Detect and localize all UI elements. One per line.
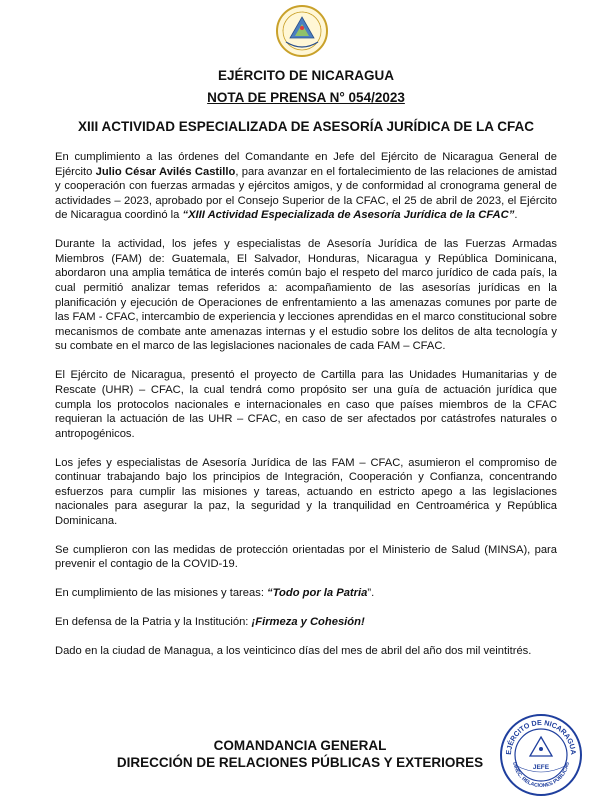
paragraph-3: El Ejército de Nicaragua, presentó el proyecto de Cartilla para las Unidades Humanitarias y de Rescate (UHR) – CFAC, la cual tendrá como propósito ser una guía de actuación jurídica que cumpla los protocolos nacionales e internacionales en caso que países miembros de la CFAC requieran la actuación de las UHR – CFAC, en caso de ser afectados por catástrofes naturales o antropogénicos.: [55, 369, 557, 440]
commander-name: Julio César Avilés Castillo: [95, 165, 236, 178]
paragraph-5: Se cumplieron con las medidas de protección orientadas por el Ministerio de Salud (MINSA), para prevenir el contagio de la COVID-19.: [55, 543, 557, 571]
motto-todo-por-la-patria: “Todo por la Patria: [267, 587, 368, 600]
paragraph-2: Durante la actividad, los jefes y especialistas de Asesoría Jurídica de las Fuerzas Armadas Miembros (FAM) de: Guatemala, El Salvador, Honduras, Nicaragua y República Dominicana, abordaron una amplia temática de interés común bajo el respeto del marco jurídico de cada país, la cual permitió analizar temas referidos a: acompañamiento de las asesorías jurídicas en la planificación y ejecución de Operaciones de enfrentamiento a las amenazas comunes por parte de las FAM - CFAC, intercambio de experiencia y lecciones aprendidas en el marco constitucional sobre mecanismos de combate ante amenazas internas y el estudio sobre los delitos de alta tecnología y su combate en el marco de las legislaciones nacionales de cada FAM – CFAC.: [55, 238, 557, 353]
svg-text:JEFE: JEFE: [532, 764, 550, 771]
paragraph-4: Los jefes y especialistas de Asesoría Jurídica de las FAM – CFAC, asumieron el compromiso de continuar trabajando bajo los principios de Integración, Cooperación y Confianza, concentrando esfuerzos para cumplir las misiones y tareas, actuando en estricto apego a las legislaciones nacionales para asegurar la paz, la seguridad y la tranquilidad en Centroamérica y República Dominicana.: [55, 456, 557, 527]
paragraph-8: Dado en la ciudad de Managua, a los veinticinco días del mes de abril del año dos mil veintitrés.: [55, 645, 532, 658]
paragraph-7: En defensa de la Patria y la Institución: ¡Firmeza y Cohesión!: [55, 616, 365, 629]
svg-text:DIREC. RELACIONES PÚBLICAS: DIREC. RELACIONES PÚBLICAS: [511, 761, 571, 790]
footer-command: COMANDANCIA GENERAL: [213, 738, 387, 753]
document-title: XIII ACTIVIDAD ESPECIALIZADA DE ASESORÍA JURÍDICA DE LA CFAC: [77, 119, 535, 134]
official-stamp-icon: [499, 713, 583, 797]
body-text: [55, 150, 557, 673]
svg-text:EJÉRCITO DE NICARAGUA: EJÉRCITO DE NICARAGUA: [503, 717, 579, 756]
footer-directorate: DIRECCIÓN DE RELACIONES PÚBLICAS Y EXTERIORES: [116, 755, 484, 770]
press-note-number: NOTA DE PRENSA N° 054/2023: [207, 90, 405, 105]
activity-name: “XIII Actividad Especializada de Asesoría Jurídica de la CFAC”: [182, 209, 515, 222]
motto-firmeza-y-cohesion: ¡Firmeza y Cohesión!: [251, 616, 365, 629]
paragraph-6: En cumplimiento de las misiones y tareas: “Todo por la Patria”.: [55, 587, 375, 600]
organization-name: EJÉRCITO DE NICARAGUA: [217, 68, 395, 83]
nicaragua-army-emblem-icon: [275, 4, 329, 58]
paragraph-1: En cumplimiento a las órdenes del Comandante en Jefe del Ejército de Nicaragua General de Ejército Julio César Avilés Castillo, para avanzar en el fortalecimiento de las relaciones de amistad y cooperación con fuerzas armadas y ejércitos amigos, y de conformidad al cronograma general de actividades – 2023, aprobado por el Consejo Superior de la CFAC, el 25 de abril de 2023, el Ejército de Nicaragua coordinó la “XIII Actividad Especializada de Asesoría Jurídica de la CFAC”.: [55, 151, 557, 222]
